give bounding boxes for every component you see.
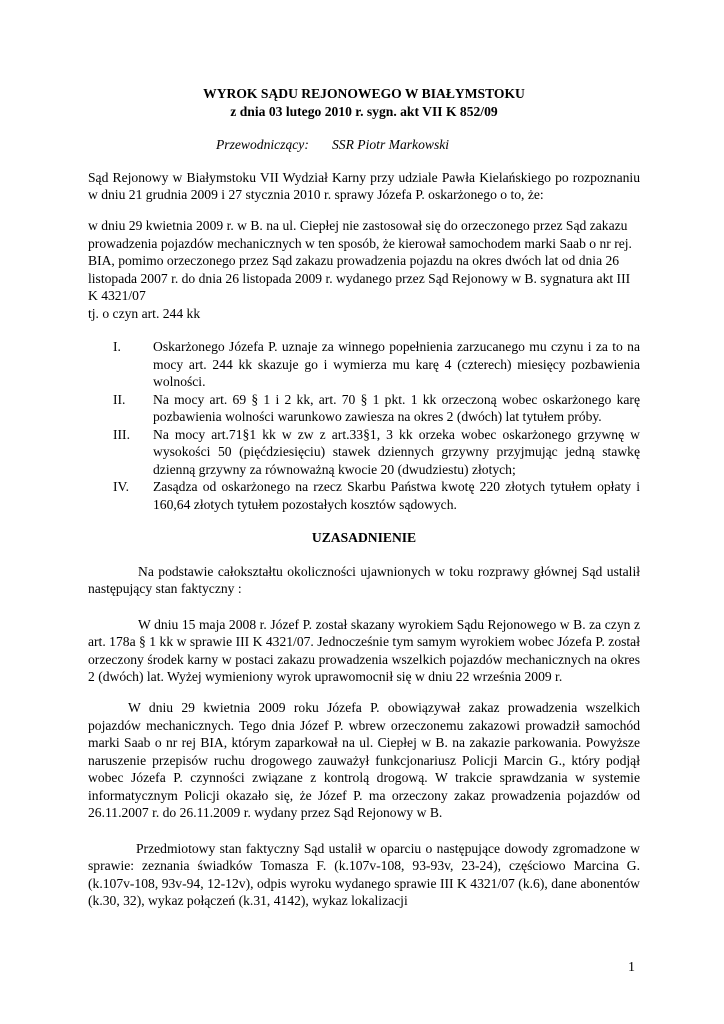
verdict-item-text: Na mocy art. 69 § 1 i 2 kk, art. 70 § 1 pkt. 1 kk orzeczoną wobec oskarżonego karę pozbawienia wolności warunkowo zawiesza na okres 2 (dwóch) lat tytułem próby.	[153, 391, 640, 425]
justification-paragraph: W dniu 29 kwietnia 2009 roku Józefa P. obowiązywał zakaz prowadzenia wszelkich pojazdów mechanicznych. Tego dnia Józef P. wbrew orzeczonemu zakazowi prowadził samochód marki Saab o nr rej BIA, którym zaparkował na ul. Ciepłej w B. na zakazie parkowania. Powyższe naruszenie przepisów ruchu drogowego zauważył funkcjonariusz Policji Marcin G., który podjął wobec Józefa P. czynności związane z kontrolą drogową. W trakcie sprawdzania w systemie informatycznym Policji okazało się, że Józef P. ma orzeczony zakaz prowadzenia pojazdów od 26.11.2007 r. do 26.11.2009 r. wydany przez Sąd Rejonowy w B.	[88, 700, 640, 821]
verdict-list	[88, 338, 640, 513]
verdict-item-number: I.	[113, 339, 121, 355]
verdict-item-number: II.	[113, 391, 126, 407]
document-page	[88, 85, 640, 923]
justification-paragraph: Na podstawie całokształtu okoliczności ujawnionych w toku rozprawy głównej Sąd ustalił następujący stan faktyczny :	[88, 563, 640, 597]
verdict-item-text: Zasądza od oskarżonego na rzecz Skarbu Państwa kwotę 220 złotych tytułem opłaty i 160,64 złotych tytułem pozostałych kosztów sądowych.	[153, 479, 640, 512]
justification-heading: UZASADNIENIE	[311, 530, 417, 546]
charge-article: tj. o czyn art. 244 kk	[88, 305, 201, 321]
verdict-item-number: IV.	[113, 479, 129, 495]
verdict-item-number: III.	[113, 426, 130, 442]
verdict-item	[88, 338, 640, 391]
verdict-item-text: Na mocy art.71§1 kk w zw z art.33§1, 3 kk orzeka wobec oskarżonego grzywnę w wysokości 50 (pięćdziesięciu) stawek dziennych grzywny przyjmując jedną stawkę dzienną grzywny za równoważną kwocie 20 (dwudziestu) złotych;	[153, 426, 640, 477]
verdict-item-text: Oskarżonego Józefa P. uznaje za winnego popełnienia zarzucanego mu czynu i za to na mocy art. 244 kk skazuje go i wymierza mu karę 4 (czterech) miesięcy pozbawienia wolności.	[153, 339, 640, 390]
presiding-name: SSR Piotr Markowski	[332, 137, 450, 152]
verdict-item	[88, 426, 640, 479]
charge-paragraph: w dniu 29 kwietnia 2009 r. w B. na ul. Ciepłej nie zastosował się do orzeczonego przez Sąd zakazu prowadzenia pojazdów mechanicznych w ten sposób, że kierował samochodem marki Saab o nr rej. BIA, pomimo orzeczonego przez Sąd zakazu prowadzenia pojazdu na okres dwóch lat od dnia 26 listopada 2007 r. do dnia 26 listopada 2009 r. wydanego przez Sąd Rejonowy w B. sygnatura akt III K 4321/07	[88, 218, 632, 304]
verdict-item	[88, 478, 640, 513]
presiding-label: Przewodniczący:	[216, 137, 309, 152]
justification-paragraph: W dniu 15 maja 2008 r. Józef P. został skazany wyrokiem Sądu Rejonowego w B. za czyn z art. 178a § 1 kk w sprawie III K 4321/07. Jednocześnie tym samym wyrokiem wobec Józefa P. został orzeczony środek karny w postaci zakazu prowadzenia wszelkich pojazdów mechanicznych na okres 2 (dwóch) lat. Wyżej wymieniony wyrok uprawomocnił się w dniu 22 września 2009 r.	[88, 616, 640, 685]
presiding-judge	[88, 136, 640, 154]
verdict-title: WYROK SĄDU REJONOWEGO W BIAŁYMSTOKU	[203, 86, 525, 101]
page-number: 1	[628, 960, 635, 975]
verdict-item	[88, 391, 640, 426]
intro-paragraph: Sąd Rejonowy w Białymstoku VII Wydział Karny przy udziale Pawła Kielańskiego po rozpoznaniu w dniu 21 grudnia 2009 i 27 stycznia 2010 r. sprawy Józefa P. oskarżonego o to, że:	[88, 169, 640, 202]
verdict-date-signature: z dnia 03 lutego 2010 r. sygn. akt VII K 852/09	[230, 103, 498, 119]
justification-paragraph: Przedmiotowy stan faktyczny Sąd ustalił w oparciu o następujące dowody zgromadzone w sprawie: zeznania świadków Tomasza F. (k.107v-108, 93-93v, 23-24), częściowo Marcina G. (k.107v-108, 93v-94, 12-12v), odpis wyroku wydanego sprawie III K 4321/07 (k.6), dane abonentów (k.30, 32), wykaz połączeń (k.31, 4142), wykaz lokalizacji	[88, 840, 640, 909]
